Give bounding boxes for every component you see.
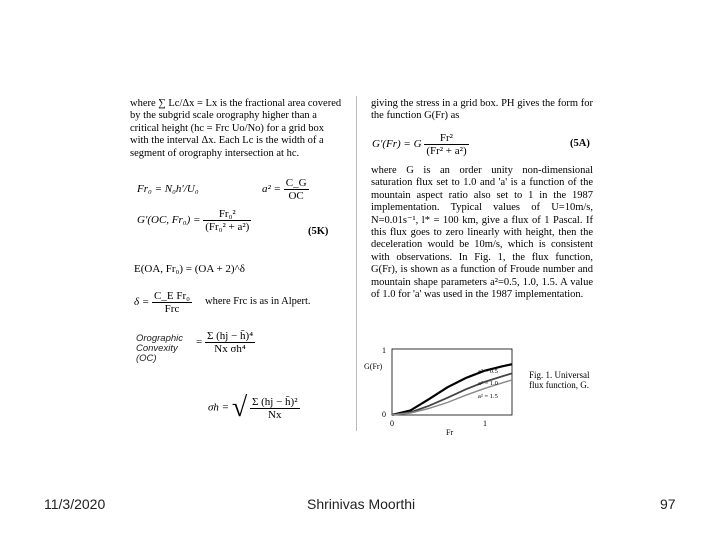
sigma-fraction <box>250 396 300 421</box>
eq-g-prime-oc <box>137 208 251 233</box>
eq5a-g: G <box>413 138 422 151</box>
eq-delta <box>134 290 192 315</box>
eq2-lhs: G′(OC, Fr₀) = <box>137 214 201 227</box>
eq1-a2-den: OC <box>288 190 304 202</box>
eq1-a2-label: a² = <box>262 183 281 196</box>
x-tick-0: 0 <box>390 419 394 428</box>
oc-num: Σ (hj − h̄)⁴ <box>206 330 254 342</box>
right-body-text: where G is an order unity non-dimensional saturation flux set to 1.0 and 'a' is a function of the mountain aspect ratio also set to 1 in the 1987 implementation. Typical values of U=10m/s, N=0.01s⁻¹, l* = 100 km, give a flux of 1 Pascal. If this flux goes to zero linearly with height, then the deceleration would be 10m/s, which is consistent with observations. In Fig. 1, the flux function, G(Fr), is shown as a function of Froude number and mountain shape parameters a²=0.5, 1.0, 1.5. A value of 1.0 for 'a' was used in the 1987 implementation. <box>371 165 593 301</box>
eq5a-fraction <box>424 132 468 157</box>
right-column <box>371 98 593 123</box>
curve-label-3: a² = 1.5 <box>478 393 498 400</box>
eq5a-lhs: G′(Fr) = <box>372 138 411 151</box>
x-tick-1: 1 <box>483 419 487 428</box>
left-paragraph: where ∑ Lc/Δx = Lx is the fractional area covered by the subgrid scale orography higher than a critical height (hc = Frc Uo/No) for a grid box with the interval Δx. Each Lc is the width of a segment of orography intersection at hc. <box>130 98 342 159</box>
eq-sigma <box>208 392 300 424</box>
curve-label-1: a² = 0.5 <box>478 368 498 375</box>
footer-author: Shrinivas Moorthi <box>307 496 416 512</box>
eq2-den: (Fr₀² + a²) <box>205 221 250 233</box>
sqrt-symbol: √ <box>231 392 248 423</box>
eq1-lhs: Fr₀ = N₀h′/U₀ <box>137 183 199 195</box>
right-body <box>371 165 593 301</box>
eq-froude <box>137 183 199 195</box>
left-column <box>130 98 342 160</box>
eq4-den: Frc <box>164 303 180 315</box>
flux-function-figure <box>362 343 602 438</box>
eq5a-label: (5A) <box>570 138 590 149</box>
footer-page: 97 <box>660 496 676 512</box>
eq2-label: (5K) <box>308 226 329 237</box>
eq1-a2-fraction <box>284 177 309 202</box>
sigma-den: Nx <box>268 408 282 421</box>
y-axis-label: G(Fr) <box>364 362 383 371</box>
eq1-a2-num: C_G <box>285 177 307 189</box>
footer-date: 11/3/2020 <box>44 496 106 512</box>
x-axis-label: Fr <box>446 428 454 437</box>
eq-a2 <box>262 177 309 202</box>
eq4-note: where Frc is as in Alpert. <box>205 296 311 307</box>
eq4-lhs: δ = <box>134 296 150 309</box>
oc-den: Nx σh⁴ <box>214 343 246 355</box>
sigma-lhs: σh = <box>208 401 230 414</box>
eq-e-oa: E(OA, Fr₀) = (OA + 2)^δ <box>134 263 245 275</box>
eq-oc: = $\frac{\text{Σ (hj − h̄)⁴}}{\text{Nx σh⁴}}$ <box>196 330 254 355</box>
y-tick-0: 0 <box>382 410 386 419</box>
figure-caption: Fig. 1. Universal flux function, G. <box>529 370 590 390</box>
eq5a-num: Fr² <box>424 132 468 145</box>
eq2-fraction <box>203 208 251 233</box>
column-divider <box>356 96 357 431</box>
sigma-num: Σ (hj − h̄)² <box>251 395 298 408</box>
oc-fraction <box>205 330 255 355</box>
eq4-fraction <box>152 290 192 315</box>
right-intro: giving the stress in a grid box. PH gives the form for the function G(Fr) as <box>371 98 593 122</box>
orographic-convexity-label: Orographic Convexity (OC) <box>136 333 183 364</box>
eq5a-den: (Fr² + a²) <box>426 145 467 157</box>
eq4-num: C_E Fr₀ <box>154 290 190 302</box>
y-tick-1: 1 <box>382 346 386 355</box>
eq-5a <box>372 132 469 157</box>
eq2-num: Fr₀² <box>203 208 251 221</box>
curve-label-2: a² = 1.0 <box>478 380 498 387</box>
